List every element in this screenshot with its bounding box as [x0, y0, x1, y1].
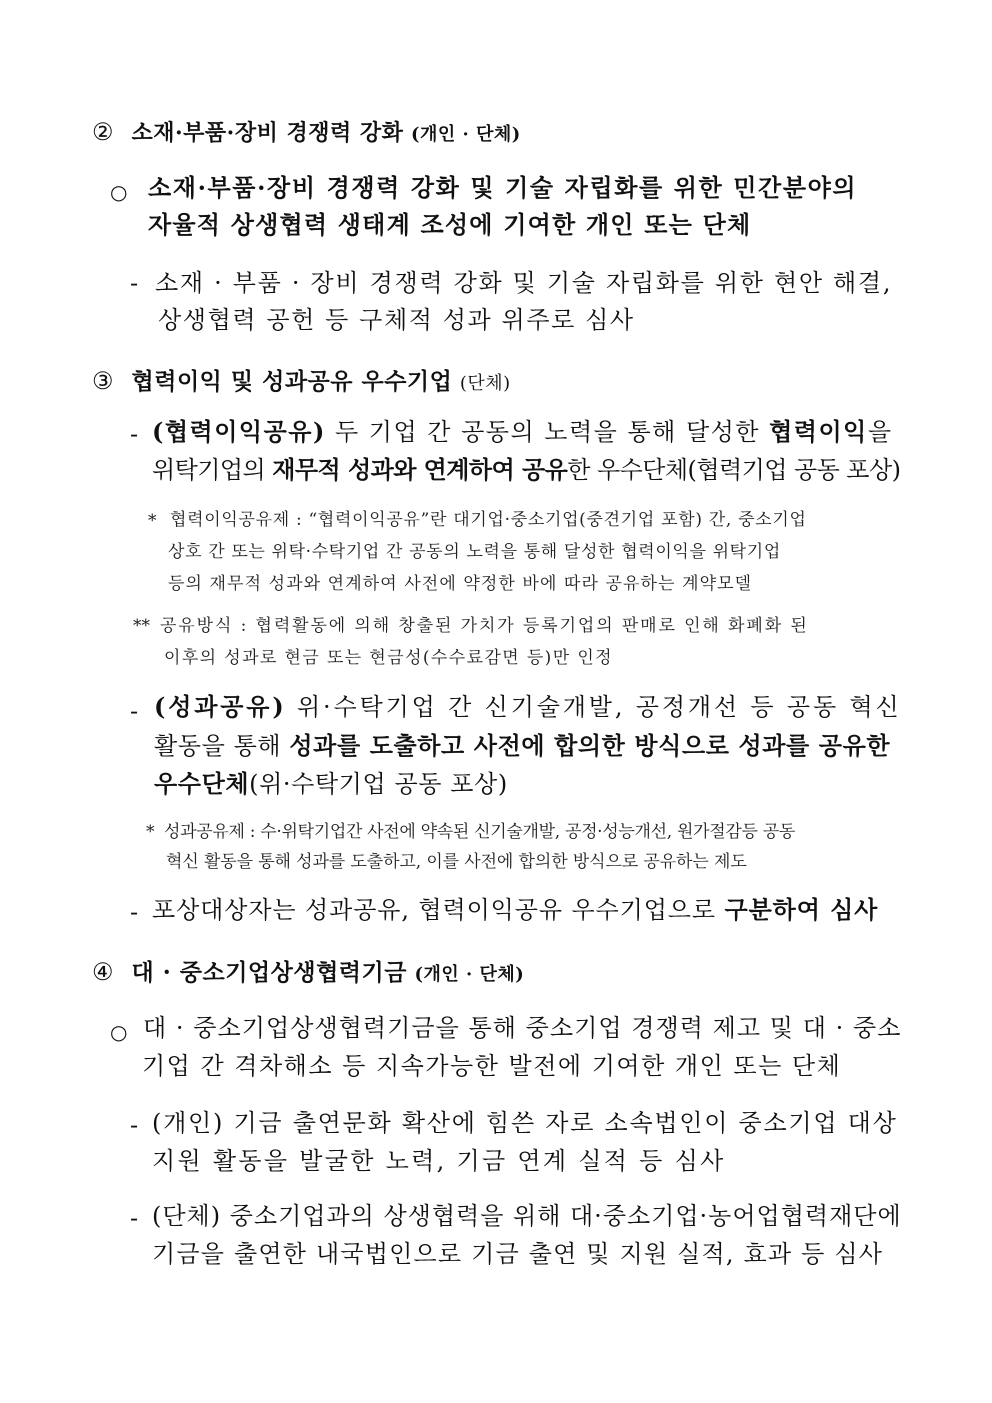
- section-2-bullet: ○: [110, 180, 128, 204]
- section-3-a-line-1: [152, 418, 893, 447]
- section-4-b-line-1: [152, 1202, 902, 1231]
- section-3-b-line-3: [154, 770, 508, 799]
- section-3-title: 협력이익 및 성과공유 우수기업: [131, 368, 453, 395]
- section-2-para-text-1: 소재·부품·장비 경쟁력 강화 및 기술 자립화를 위한 민간분야의: [148, 173, 858, 202]
- section-3-number: ③: [92, 367, 115, 395]
- section-2-para-line-1: [148, 174, 896, 203]
- section-3-note-2-text-1: 공유방식 : 협력활동에 의해 창출된 가치가 등록기업의 판매로 인해 화폐화 된: [160, 616, 809, 636]
- section-4-b-text-1: (단체) 중소기업과의 상생협력을 위해 대·중소기업·농어업협력재단에: [152, 1202, 902, 1230]
- section-3-b-emph-1: 성과를 도출하고 사전에 합의한 방식으로 성과를 공유한: [289, 731, 891, 760]
- section-4-para-line-2: [142, 1052, 841, 1081]
- section-3-b-text-2: 활동을 통해: [154, 732, 290, 760]
- section-4-para-text-2: 기업 간 격차해소 등 지속가능한 발전에 기여한 개인 또는 단체: [142, 1052, 842, 1080]
- section-4-a-dash: -: [130, 1111, 139, 1139]
- section-4-title: 대 · 중소기업상생협력기금: [131, 959, 407, 986]
- section-4-a-text-1: (개인) 기금 출연문화 확산에 힘쓴 자로 소속법인이 중소기업 대상: [152, 1109, 898, 1137]
- section-3-a-label: (협력이익공유): [152, 417, 326, 446]
- section-3-b-text-3: (위·수탁기업 공동 포상): [249, 770, 508, 798]
- section-3-note-2-line-1: [160, 616, 809, 636]
- section-3-note-1-line-1: [170, 510, 807, 530]
- section-4-para-line-1: [143, 1014, 901, 1043]
- section-2-detail-text-2: 상생협력 공헌 등 구체적 성과 위주로 심사: [158, 306, 635, 334]
- section-3-b-dash: -: [130, 697, 139, 725]
- section-2-number: ②: [92, 118, 115, 146]
- section-4-scope: (개인 · 단체): [414, 964, 525, 985]
- section-3-b-label: (성과공유): [154, 692, 287, 721]
- section-3-note-3-line-1: [164, 822, 795, 842]
- section-3-a-dash: -: [130, 420, 139, 448]
- section-3-note-3-line-2: [166, 852, 747, 872]
- section-2-scope: (개인 · 단체): [410, 124, 521, 145]
- section-3-note-1-text-1: 협력이익공유제 : “협력이익공유”란 대기업·중소기업(중견기업 포함) 간, 중소기업: [170, 510, 807, 530]
- section-3-note-3-mark: *: [146, 822, 155, 842]
- section-2-detail-text-1: 소재 · 부품 · 장비 경쟁력 강화 및 기술 자립화를 위한 현안 해결,: [155, 269, 893, 297]
- section-3-a-line-2: [152, 456, 900, 485]
- section-2-dash: -: [130, 269, 139, 297]
- section-2-detail-line-1: [155, 269, 892, 298]
- section-3-note-2-line-2: [164, 648, 613, 668]
- section-3-a-text-1: 두 기업 간 공동의 노력을 통해 달성한: [325, 418, 770, 446]
- section-3-b-line-1: [154, 693, 902, 722]
- section-4-b-dash: -: [130, 1204, 139, 1232]
- section-3-note-1-text-3: 등의 재무적 성과와 연계하여 사전에 약정한 바에 따라 공유하는 계약모델: [168, 574, 753, 594]
- section-3-a-text-3: 위탁기업의: [152, 456, 273, 484]
- section-3-b-text-1: 위·수탁기업 간 신기술개발, 공정개선 등 공동 혁신: [286, 693, 902, 721]
- section-3-note-2-mark: **: [133, 616, 150, 636]
- section-3-a-text-2: 을: [867, 418, 893, 446]
- section-2-para-line-2: [148, 211, 751, 240]
- section-4-number: ④: [92, 958, 115, 986]
- section-3-c-dash: -: [130, 898, 139, 926]
- section-3-note-1-text-2: 상호 간 또는 위탁·수탁기업 간 공동의 노력을 통해 달성한 협력이익을 위탁기업: [168, 542, 781, 562]
- section-4-heading: [92, 958, 524, 987]
- section-3-note-2-text-2: 이후의 성과로 현금 또는 현금성(수수료감면 등)만 인정: [164, 648, 613, 668]
- section-3-scope: (단체): [459, 373, 511, 394]
- section-2-para-text-2: 자율적 상생협력 생태계 조성에 기여한 개인 또는 단체: [148, 210, 752, 239]
- section-3-note-1-line-3: [168, 574, 752, 594]
- section-3-c-text: 포상대상자는 성과공유, 협력이익공유 우수기업으로: [152, 896, 725, 924]
- section-3-b-line-2: [154, 732, 890, 761]
- section-3-note-3-text-1: 성과공유제 : 수·위탁기업간 사전에 약속된 신기술개발, 공정·성능개선, 원가절감등 공동: [164, 822, 795, 842]
- section-4-b-text-2: 기금을 출연한 내국법인으로 기금 출연 및 지원 실적, 효과 등 심사: [152, 1240, 884, 1268]
- section-2-detail-line-2: [158, 306, 635, 335]
- section-3-heading: [92, 367, 511, 396]
- section-3-a-text-4: 한 우수단체(협력기업 공동 포상): [567, 456, 901, 484]
- section-4-a-line-2: [152, 1147, 726, 1176]
- section-4-b-line-2: [152, 1240, 883, 1269]
- section-4-a-text-2: 지원 활동을 발굴한 노력, 기금 연계 실적 등 심사: [152, 1147, 726, 1175]
- section-2-heading: [92, 118, 521, 147]
- section-3-a-emph-1: 협력이익: [769, 417, 868, 446]
- section-4-para-text-1: 대 · 중소기업상생협력기금을 통해 중소기업 경쟁력 제고 및 대 · 중소: [143, 1014, 902, 1042]
- section-3-c-emph: 구분하여 심사: [724, 895, 879, 924]
- section-3-note-3-text-2: 혁신 활동을 통해 성과를 도출하고, 이를 사전에 합의한 방식으로 공유하는 제도: [166, 852, 747, 872]
- section-4-a-line-1: [152, 1109, 898, 1138]
- section-3-b-emph-2: 우수단체: [154, 769, 250, 798]
- section-4-bullet: ○: [110, 1020, 128, 1044]
- section-3-note-1-line-2: [168, 542, 781, 562]
- section-3-c-line: [152, 896, 878, 925]
- section-3-note-1-mark: *: [148, 511, 157, 531]
- section-2-title: 소재·부품·장비 경쟁력 강화: [131, 120, 404, 146]
- section-3-a-emph-2: 재무적 성과와 연계하여 공유: [272, 455, 568, 484]
